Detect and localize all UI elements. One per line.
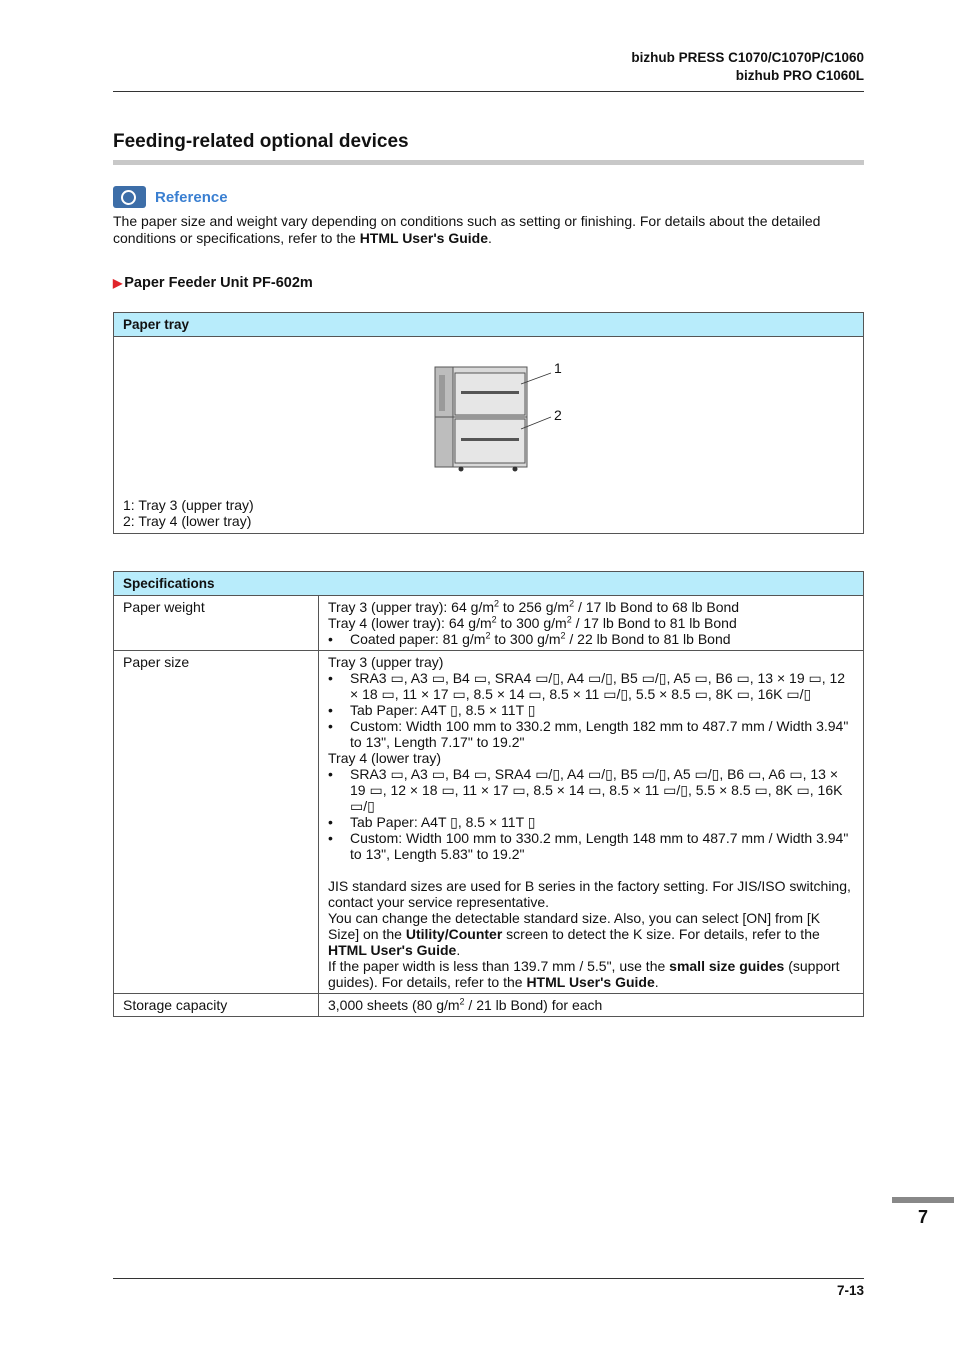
note-text: . [456, 942, 461, 958]
tray3-standard-sizes: • SRA3 ▭, A3 ▭, B4 ▭, SRA4 ▭/▯, A4 ▭/▯, B5 ▭/▯, A5 ▭, B6 ▭, 13 × 19 ▭, 12 × 18 ▭, 11 × 17 ▭, 8.5 × 14 ▭, 8.5 × 11 ▭/▯, 5.5 × 8.5 ▭, 8K ▭, 16K ▭/▯ [328, 670, 854, 702]
reference-heading [113, 186, 228, 208]
note-text: (support guides). For details, refer to the [328, 958, 840, 990]
specifications-header: Specifications [114, 572, 864, 596]
note-bold: Utility/Counter [405, 926, 503, 942]
paper-feeder-illustration [423, 361, 573, 473]
reference-link-html-guide: HTML User's Guide [359, 230, 489, 246]
table-row [114, 651, 864, 994]
header-rule [113, 91, 864, 92]
tray3-label: Tray 3 (upper tray) [328, 654, 444, 670]
note-bold: small size guides [669, 958, 785, 974]
note-text: If the paper width is less than 139.7 mm / 5.5", use the [328, 958, 670, 974]
paper-tray-table [113, 312, 864, 534]
reference-label: Reference [155, 188, 228, 206]
note-text: screen to detect the K size. For details, refer to the [502, 926, 820, 942]
reference-text-part: The paper size and weight vary depending on conditions such as setting or finishing. For details about the detailed conditions or specifications, refer to the [113, 213, 821, 246]
tray3-custom: • Custom: Width 100 mm to 330.2 mm, Length 182 mm to 487.7 mm / Width 3.94" to 13", Length 7.17" to 19.2" [328, 718, 854, 750]
footer-rule [113, 1278, 864, 1279]
section-title-bar [113, 160, 864, 165]
page-number: 7-13 [836, 1283, 864, 1298]
subsection-title [113, 275, 313, 291]
tray3-tab-paper: • Tab Paper: A4T ▯, 8.5 × 11T ▯ [328, 702, 854, 718]
note-k-size [328, 910, 854, 958]
chapter-tab-bar [892, 1197, 954, 1203]
figure-captions [123, 497, 854, 529]
triangle-marker-icon: ▶ [113, 276, 123, 290]
paper-weight-tray4: Tray 4 (lower tray): 64 $g/m^2$ to 300 $g/m^2 / 17$ lb Bond to 81 lb Bond [328, 614, 737, 631]
reference-text [113, 213, 858, 247]
storage-capacity-value: 3,000 sheets (80 $g/m^2 / 21$ lb Bond) for each [319, 994, 864, 1017]
header-product-line2: bizhub PRO C1060L [735, 68, 864, 83]
caption-tray-4: 2: Tray 4 (lower tray) [123, 513, 252, 529]
note-bold: HTML User's Guide [328, 942, 457, 958]
subsection-label: Paper Feeder Unit PF-602m [124, 275, 313, 291]
callout-1: 1 [554, 360, 562, 376]
paper-weight-value [319, 596, 864, 651]
header-product-line1: bizhub PRESS C1070/C1070P/C1060 [631, 50, 864, 65]
note-small-size-guides [328, 958, 854, 990]
tray4-custom: • Custom: Width 100 mm to 330.2 mm, Length 148 mm to 487.7 mm / Width 3.94" to 13", Length 5.83" to 19.2" [328, 830, 854, 862]
reference-text-end: . [488, 230, 492, 246]
row-label-storage-capacity: Storage capacity [114, 994, 319, 1017]
reference-magnifier-icon [113, 186, 146, 208]
paper-size-value [319, 651, 864, 994]
document-header [631, 49, 864, 85]
chapter-number: 7 [917, 1207, 928, 1227]
section-title: Feeding-related optional devices [113, 131, 409, 152]
row-label-paper-size: Paper size [114, 651, 319, 994]
table-row [114, 596, 864, 651]
specifications-table [113, 571, 864, 1017]
note-text: . [654, 974, 659, 990]
row-label-paper-weight: Paper weight [114, 596, 319, 651]
callout-2: 2 [554, 407, 562, 423]
table-row [114, 994, 864, 1017]
tray4-standard-sizes: • SRA3 ▭, A3 ▭, B4 ▭, SRA4 ▭/▯, A4 ▭/▯, B5 ▭/▯, A5 ▭/▯, B6 ▭, A6 ▭, 13 × 19 ▭, 12 × 18 ▭, 11 × 17 ▭, 8.5 × 14 ▭, 8.5 × 11 ▭/▯, 5.5 × 8.5 ▭, 8K ▭, 16K ▭/▯ [328, 766, 854, 814]
paper-tray-header: Paper tray [114, 313, 864, 337]
paper-tray-figure-cell [114, 337, 864, 534]
note-jis: JIS standard sizes are used for B series in the factory setting. For JIS/ISO switching, contact your service representative. [328, 878, 851, 910]
tray4-label: Tray 4 (lower tray) [328, 750, 442, 766]
note-bold: HTML User's Guide [526, 974, 655, 990]
tray4-tab-paper: • Tab Paper: A4T ▯, 8.5 × 11T ▯ [328, 814, 854, 830]
paper-weight-tray3: Tray 3 (upper tray): 64 $g/m^2$ to 256 $g/m^2 / 17$ lb Bond to 68 lb Bond [328, 598, 740, 615]
paper-weight-coated: • Coated paper: 81 $g/m^2$ to 300 $g/m^2 / 22$ lb Bond to 81 lb Bond [328, 631, 854, 647]
note-text: You can change the detectable standard size. Also, you can select [ON] from [K Size] on the [328, 910, 821, 942]
caption-tray-3: 1: Tray 3 (upper tray) [123, 497, 254, 513]
